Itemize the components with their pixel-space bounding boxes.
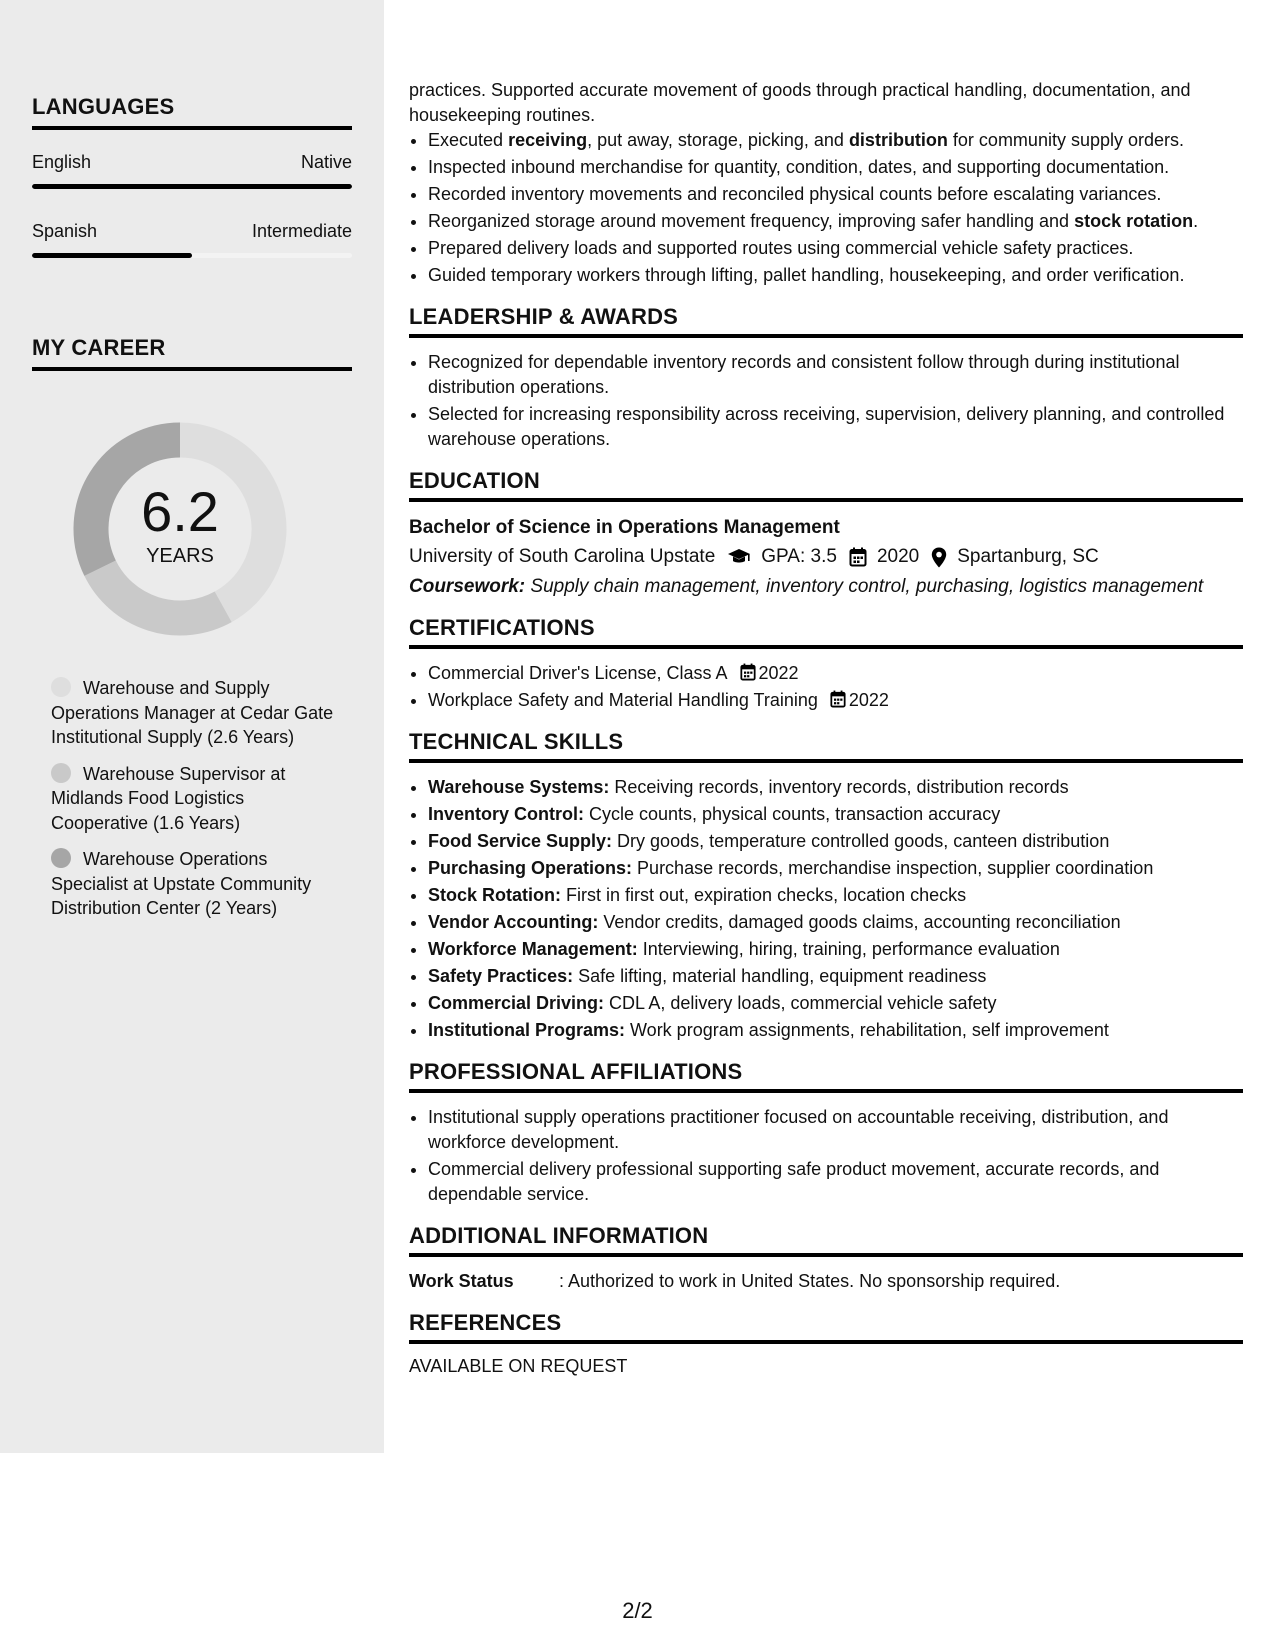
skill-label: Institutional Programs: [428, 1020, 626, 1040]
career-legend-dot [51, 763, 71, 783]
experience-intro: practices. Supported accurate movement of goods through practical handling, documentation, and housekeeping routines. [409, 80, 1191, 125]
leadership-item: • Selected for increasing responsibility across receiving, supervision, delivery planning, and controlled warehouse operations. [428, 402, 1243, 452]
skill-item [428, 991, 1243, 1016]
work-status-value: : Authorized to work in United States. No sponsorship required. [559, 1271, 1061, 1291]
bullet-bold: distribution [848, 130, 948, 150]
bullet-text: Recorded inventory movements and reconciled physical counts before escalating variances. [428, 184, 1162, 204]
skill-item [428, 937, 1243, 962]
bullet-text: . [1193, 211, 1199, 231]
education-coursework [409, 574, 1243, 599]
career-item-text: Warehouse Operations Specialist at Upstate Community Distribution Center (2 Years) [51, 849, 312, 918]
calendar-icon [849, 547, 867, 567]
skill-text: Interviewing, hiring, training, performance evaluation [637, 939, 1060, 959]
skill-text: Dry goods, temperature controlled goods, canteen distribution [612, 831, 1110, 851]
graduation-cap-icon [727, 548, 751, 566]
career-donut-chart [64, 413, 296, 645]
certification-year: 2022 [758, 663, 799, 683]
certification-item [428, 661, 1243, 686]
education-details [409, 542, 1243, 572]
education-degree: Bachelor of Science in Operations Management [409, 517, 840, 538]
references-text: AVAILABLE ON REQUEST [409, 1356, 628, 1376]
work-status-label: Work Status [409, 1271, 514, 1291]
career-total-value: 6.2 [141, 479, 219, 543]
language-level: Native [300, 152, 352, 172]
affiliations-list [409, 1105, 1243, 1207]
skill-text: Safe lifting, material handling, equipment readiness [573, 966, 987, 986]
skill-label: Purchasing Operations: [428, 858, 633, 878]
career-total-unit: YEARS [146, 544, 214, 567]
skill-label: Commercial Driving: [428, 993, 605, 1013]
skills-list [409, 775, 1243, 1043]
skill-item [428, 775, 1243, 800]
coursework-label: Coursework: [409, 576, 526, 597]
leadership-list [409, 350, 1243, 452]
skill-text: First in first out, expiration checks, location checks [561, 885, 967, 905]
skill-text: Cycle counts, physical counts, transaction accuracy [584, 804, 1001, 824]
career-list [51, 676, 336, 933]
career-legend-dot [51, 848, 71, 868]
skills-title: TECHNICAL SKILLS [409, 729, 1243, 763]
page-number: 2/2 [622, 1598, 653, 1623]
languages-title: LANGUAGES [32, 94, 352, 130]
bullet-text: for community supply orders. [947, 130, 1185, 150]
skill-item [428, 1018, 1243, 1043]
main-content [409, 78, 1243, 1377]
language-bar-spanish [32, 253, 352, 258]
skill-text: Work program assignments, rehabilitation, self improvement [625, 1020, 1109, 1040]
bullet-text: Guided temporary workers through lifting, pallet handling, housekeeping, and order verification. [428, 265, 1185, 285]
experience-bullet [428, 209, 1243, 234]
language-row-english [32, 152, 352, 173]
sidebar [0, 0, 384, 1453]
skill-label: Stock Rotation: [428, 885, 561, 905]
coursework-text: Supply chain management, inventory control, purchasing, logistics management [525, 576, 1204, 597]
skill-item [428, 856, 1243, 881]
skill-label: Workforce Management: [428, 939, 638, 959]
work-status-row [409, 1269, 1243, 1294]
certification-year: 2022 [848, 690, 889, 710]
calendar-icon [740, 663, 756, 681]
career-item-text: Warehouse Supervisor at Midlands Food Logistics Cooperative (1.6 Years) [51, 763, 286, 833]
bullet-text: Prepared delivery loads and supported routes using commercial vehicle safety practices. [428, 238, 1134, 258]
education-year: 2020 [876, 546, 920, 567]
bullet-bold: receiving [508, 130, 588, 150]
education-location: Spartanburg, SC [957, 546, 1099, 567]
leadership-item: • Recognized for dependable inventory records and consistent follow through during institutional distribution operations. [428, 350, 1243, 400]
certification-item [428, 688, 1243, 713]
certification-name: Workplace Safety and Material Handling Training [428, 690, 818, 710]
career-legend-dot [51, 677, 71, 697]
career-title: MY CAREER [32, 335, 352, 371]
career-item [51, 762, 336, 836]
location-pin-icon [931, 547, 947, 568]
certifications-list [409, 661, 1243, 713]
calendar-icon [830, 690, 846, 708]
experience-bullet [428, 236, 1243, 261]
skill-item [428, 910, 1243, 935]
skill-item [428, 829, 1243, 854]
skill-text: CDL A, delivery loads, commercial vehicle safety [604, 993, 997, 1013]
language-row-spanish [32, 221, 352, 242]
language-name: Spanish [32, 221, 98, 241]
bullet-text: Reorganized storage around movement frequency, improving safer handling and [428, 211, 1075, 231]
affiliations-title: PROFESSIONAL AFFILIATIONS [409, 1059, 1243, 1093]
experience-bullet [428, 128, 1243, 153]
skill-label: Safety Practices: [428, 966, 574, 986]
education-gpa: GPA: 3.5 [761, 546, 837, 567]
skill-label: Warehouse Systems: [428, 777, 610, 797]
education-title: EDUCATION [409, 468, 1243, 502]
certifications-title: CERTIFICATIONS [409, 615, 1243, 649]
additional-info-title: ADDITIONAL INFORMATION [409, 1223, 1243, 1257]
experience-bullets [409, 128, 1243, 288]
experience-bullet [428, 182, 1243, 207]
career-donut-center [64, 413, 296, 645]
bullet-text: Executed [428, 130, 509, 150]
skill-label: Food Service Supply: [428, 831, 613, 851]
skill-item [428, 802, 1243, 827]
career-item [51, 847, 336, 921]
language-bar-english [32, 184, 352, 189]
certification-date [728, 663, 799, 683]
language-bar-fill [32, 184, 352, 189]
career-item-text: Warehouse and Supply Operations Manager at Cedar Gate Institutional Supply (2.6 Years) [51, 678, 334, 747]
skill-item [428, 883, 1243, 908]
certification-date [818, 690, 889, 710]
bullet-bold: stock rotation [1074, 211, 1194, 231]
skill-text: Receiving records, inventory records, distribution records [609, 777, 1069, 797]
skill-text: Purchase records, merchandise inspection, supplier coordination [632, 858, 1154, 878]
affiliation-item: • Commercial delivery professional supporting safe product movement, accurate records, and dependable service. [428, 1157, 1243, 1207]
career-item [51, 676, 336, 750]
experience-bullet [428, 155, 1243, 180]
bullet-text: , put away, storage, picking, and [587, 130, 849, 150]
language-level: Intermediate [251, 221, 352, 241]
skill-label: Vendor Accounting: [428, 912, 599, 932]
skill-label: Inventory Control: [428, 804, 584, 824]
leadership-title: LEADERSHIP & AWARDS [409, 304, 1243, 338]
affiliation-item: • Institutional supply operations practitioner focused on accountable receiving, distribution, and workforce development. [428, 1105, 1243, 1155]
language-bar-fill [32, 253, 192, 258]
skill-item [428, 964, 1243, 989]
skill-text: Vendor credits, damaged goods claims, accounting reconciliation [598, 912, 1121, 932]
experience-bullet [428, 263, 1243, 288]
language-name: English [32, 152, 92, 172]
bullet-text: Inspected inbound merchandise for quantity, condition, dates, and supporting documentation. [428, 157, 1170, 177]
education-school: University of South Carolina Upstate [409, 546, 716, 567]
certification-name: Commercial Driver's License, Class A [428, 663, 728, 683]
references-title: REFERENCES [409, 1310, 1243, 1344]
